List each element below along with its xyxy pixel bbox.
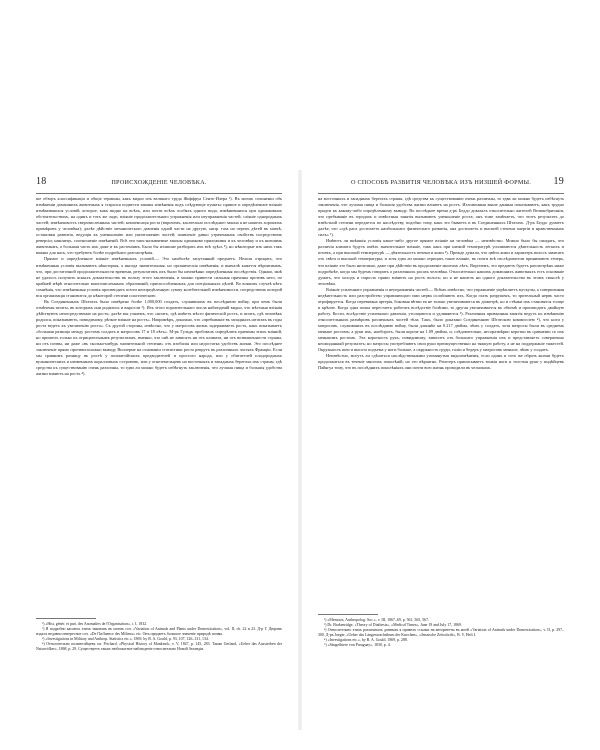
footnote: ³) Относительно этихъ различныхъ данныхъ я привелъ ссылки на авторитеты въ моей «Variation of Animals under Domestication», v. II, p. 297–300. Д-ръ Jaeger, «Ueber das Längenwachsthum der Knochen», «Jenaische Zeitschrift», B. V, Heft I. — [318, 628, 564, 638]
footnote: ²) Dr. Brakenridge, «Theory of Diathesis», «Medical Times», June 19 and July 17, 1869. — [324, 623, 462, 628]
footnote: ⁵) «Säugethiere von Paraguay», 1830, p. 4. — [324, 643, 391, 648]
page-number: 18 — [36, 176, 47, 187]
right-page — [300, 0, 600, 750]
page-body — [318, 196, 564, 371]
header-rule — [36, 193, 282, 194]
footnotes — [318, 614, 564, 649]
footnote: ¹) «Hist. génér. et part. des Anomalies de l'Organisation», t. I, 1832. — [42, 622, 148, 626]
paragraph: Прямое и опредѣленное вліяніе измѣненныхъ условій.— Это наиболѣе запутанный предметъ. Нельзя отрицать, что измѣненныя условія вызываютъ нѣкоторыя, а иногда значительныя, но органическія измѣненія; и вначалѣ кажется вѣроятнымъ, что, при достаточной продолжительности времени, результатомъ ихъ были бы неизмѣнно опредѣленныя послѣдствія. Однако, мнѣ не удалось получить ясныхъ доказательствъ въ пользу этого заключенія, и можно привести сильныя причины противъ него, по крайней мѣрѣ относительно многочисленныхъ образованій, приспособленныхъ для спеціальныхъ цѣлей. Во всякомъ случаѣ нѣтъ сомнѣнія, что измѣненныя условія производятъ почти неопредѣленную сумму колебательной измѣнчивости, посредствомъ которой вся организація становится до нѣкоторой степени пластическою. — [36, 256, 282, 298]
paragraph: Вліяніе усиленнаго упражненія и неупражненія частей.— Всѣмъ извѣстно, что упражненіе укрѣпляетъ мускулы, а совершенная недѣятельность или разстройство управляющаго ими нерва ослабляютъ ихъ. Когда глазъ разрушенъ, то зрительный нервъ часто атрофируется. Когда перевязана артерія, боковыя вѣтви ея не только увеличиваются въ діаметрѣ, но и стѣнки ихъ становятся толще и крѣпче. Когда одна почка перестаетъ работать вслѣдствіе болѣзни, то другая увеличивается въ объемѣ и производитъ двойную работу. Кости, вслѣдствіе усиленнаго давленія, утолщаются и удлиняются ³). Различныя привычныя занятія ведутъ къ измѣненію относительныхъ размѣровъ различныхъ частей тѣла. Такъ, было доказано Соединенною Штатскою коммиссіею ⁴), что ноги у матросовъ, служившихъ въ послѣднюю войну, были длиннѣе на 0.217 дюйма, чѣмъ у солдатъ, хотя матросы были въ среднемъ меньше ростомъ; а руки ихъ, наоборотъ, были короче на 1.09 дюйма, и, слѣдовательно, несоразмѣрно коротки въ сравненіи съ ихъ меньшимъ ростомъ. Эта короткость рукъ, повидимому, зависитъ отъ большаго упражненія ихъ и представляетъ совершенно неожиданный результатъ; но матросы употребляютъ свои руки преимущественно на тяжкую работу, а не на поддержаніе тяжестей. Окружность шеи и высота подъема у ноги больше, а окружность груди, таліи и бедеръ у матросовъ меньше, чѣмъ у солдатъ. — [318, 286, 564, 353]
footnote: ²) Я подробно касаюсь этихъ законовъ въ моемъ соч. «Variation of Animals and Plants under Domestication», vol. II, ch. 22 и 23. Д-р Г. Дюранъ издалъ недавно интересное соч. «De l'Influence des Milieux» etc. Онъ придаетъ большое значеніе природѣ почвы. — [36, 627, 282, 637]
footnotes — [36, 618, 282, 653]
footnote: ¹) «Memoirs, Anthropolog. Soc.», v. III, 1867–69, p. 561, 565, 567. — [324, 618, 429, 622]
paragraph: ше обзоръ классификаціи и общіе термины, какъ видно изъ великаго труда Жоффруа Сентъ-Илера ¹). Въ моемъ сочиненіи объ измѣненіи домашнихъ животныхъ я старался подвести законы измѣненія подъ слѣдующіе пункты: прямое и опредѣленное вліяніе измѣнившихся условій, которое, какъ видно на всѣхъ, или почти всѣхъ особяхъ одного вида, измѣнившихся при одинаковыхъ обстоятельствахъ, на одинъ и тотъ же ладъ; вліяніе продолжительнаго упражненія или неупражненія частей; сліяніе однородныхъ частей; измѣнчивость сверхчисленныхъ частей; компенсація роста (впрочемъ, касательно послѣдняго закона я не нашелъ хорошихъ примѣровъ у человѣка); далѣе дѣйствіе механическаго давленія одной части на другую, напр. таза на черепъ дѣтей въ маткѣ, остановки развитія, ведущія къ уменьшенію или уничтоженію частей; появленіе давно утраченныхъ свойствъ посредствомъ реверсіи; наконецъ, соотношеніе измѣненій. Всѣ эти такъ-называемые законы одинаково приложимы и къ человѣку и къ низшимъ животнымъ, а большая часть ихъ даже и къ растеніямъ. Было бы излишне разбирать ихъ всѣ здѣсь ²), но нѣкоторые изъ нихъ такъ важны для насъ, что требуютъ болѣе подробнаго разсмотрѣнія. — [36, 196, 282, 256]
header-rule — [318, 193, 564, 194]
footnote-separator — [36, 618, 96, 619]
paragraph: Неизвѣстно, могутъ ли сдѣлаться наслѣдственными упомянутыя видоизмѣненія, если одинъ и тотъ же образъ жизни будетъ продолжаться въ теченіе многихъ поколѣній; но это вѣроятно. Ренггеръ приписываетъ тонкія ноги и толстыя руки у индѣйцевъ Пайягуа тому, что въ послѣднихъ поколѣніяхъ они почти всю жизнь проводили въ челнокахъ. — [318, 353, 564, 371]
running-head: О СПОСОБѢ РАЗВИТІЯ ЧЕЛОВѢКА ИЗЪ НИЗШЕЙ ФОРМЫ. — [350, 179, 532, 186]
paragraph: Въ Соединенныхъ Штатахъ было измѣрено болѣе 1,000,000 солдатъ, служившихъ въ послѣднюю войну, при чемъ были отмѣчены штаты, въ которыхъ они родились и выросли ³). Изъ этого поразительнаго числа наблюденій видно, что мѣстныя вліянія дѣйствуютъ непосредственно на ростъ; далѣе мы узнаемъ, что «штатъ, гдѣ имѣетъ мѣсто физическій ростъ, и штатъ, гдѣ человѣкъ родился, показываютъ, повидимому, рѣзкое вліяніе на ростъ». Напримѣръ, доказано, что «пребываніе въ западныхъ штатахъ въ годы роста ведетъ къ увеличенію роста». Съ другой стороны, извѣстно, что у матросовъ жизнь задерживаетъ ростъ, какъ показываетъ «большая разница между ростомъ солдатъ и матросовъ 17 и 18 лѣтъ». М-ръ Гульдъ пробовалъ опредѣлить причины этихъ вліяній, но пришелъ только къ отрицательнымъ результатамъ, именно, что онѣ не зависятъ ни отъ климата, ни отъ возвышенности страны, ни отъ почвы, ни даже «въ сколько-нибудь значительной степени» отъ изобилія или недостатка удобствъ жизни. Это послѣднее заключеніе прямо противоположно выводу Виллерме на основаніи статистики роста рекрутъ въ различныхъ частяхъ Франціи. Если мы сравнимъ разницу въ ростѣ у полинезійскихъ предводителей и простого народа, или у обитателей плодородныхъ вулканическихъ и низменныхъ коралловыхъ острововъ, или у огнеземельцевъ на восточныхъ и западныхъ берегахъ ихъ страны, гдѣ средства къ существованію очень различны, то едва ли можно будетъ избѣгнуть заключенія, что лучшая пища и большія удобства жизни вліяютъ на ростъ ⁴). — [36, 298, 282, 377]
paragraph: на восточныхъ и западныхъ берегахъ страны, гдѣ средства къ существованію очень различны, то едва ли можно будетъ избѣгнуть заключенія, что лучшая пища и большія удобства жизни вліяютъ на ростъ. Изложенныя выше данныя показываютъ, какъ трудно придти къ какому-либо опредѣленному выводу. Въ послѣднее время д-ръ Беддо доказалъ относительно жителей Великобританіи, что пребываніе въ городахъ и извѣстныя занятія вызываютъ уменьшеніе роста; онъ тоже замѣчаетъ, что этотъ результатъ до извѣстной степени передается по наслѣдству, подобно тому, какъ это бываетъ и въ Соединенныхъ Штатахъ. Д-ръ Беддо думаетъ далѣе, что «гдѣ раса достигаетъ наибольшаго физическаго развитія, она достигаетъ и высшей степени энергіи и нравственныхъ силъ» ¹). — [318, 196, 564, 238]
footnote: ⁴) «Investigations etc.», by B. A. Gould, 1869, p. 288. — [324, 638, 408, 643]
paragraph: Имѣютъ ли внѣшнія условія какое-либо другое прямое вліяніе на человѣка — неизвѣстно. Можно было бы ожидать, что различія климата будутъ имѣть значительное вліяніе, такъ какъ при низкой температурѣ усиливаются дѣятельность легкихъ и почекъ, а при высокой температурѣ — дѣятельность печени и кожи ²). Прежде думали, что цвѣтъ кожи и характеръ волосъ зависятъ отъ свѣта и высокой температуры; и хотя едва ли можно отрицать такое вліяніе, въ почти всѣ изслѣдователи принимаютъ теперь, что вліяніе это было ничтожно, даже при дѣйствіи въ продолженіе многихъ лѣтъ. Впрочемъ, это предметъ будетъ разсмотрѣнъ ниже подробнѣе, когда мы будемъ говорить о различныхъ расахъ человѣка. Относительно нашихъ домашнихъ животныхъ есть основаніе думать, что холодъ и сырость прямо вліяютъ на ростъ волосъ; но я не нашелъ ни одного доказательства въ этомъ смыслѣ у человѣка. — [318, 238, 564, 286]
footnote-separator — [318, 614, 378, 615]
page-number: 19 — [553, 176, 564, 187]
footnote: ³) «Investigations in Military and Anthrop. Statistics etc.», 1869, by B. A. Gould, p. 93, 107, 126–131, 134. — [42, 637, 209, 642]
running-head: ПРОИСХОЖДЕНІЕ ЧЕЛОВѢКА. — [111, 179, 207, 186]
footnote: ⁴) Относительно полинезійцевъ см. Prichard, «Physical History of Mankind», v. V, 1847, p. 145, 283. Также Gerland, «Ueber das Aussterben der Naturvölker», 1868, p. 29. Существуетъ также любопытное наблюденіе относительно Новой Зеландіи. — [36, 642, 282, 652]
page-body — [36, 196, 282, 377]
